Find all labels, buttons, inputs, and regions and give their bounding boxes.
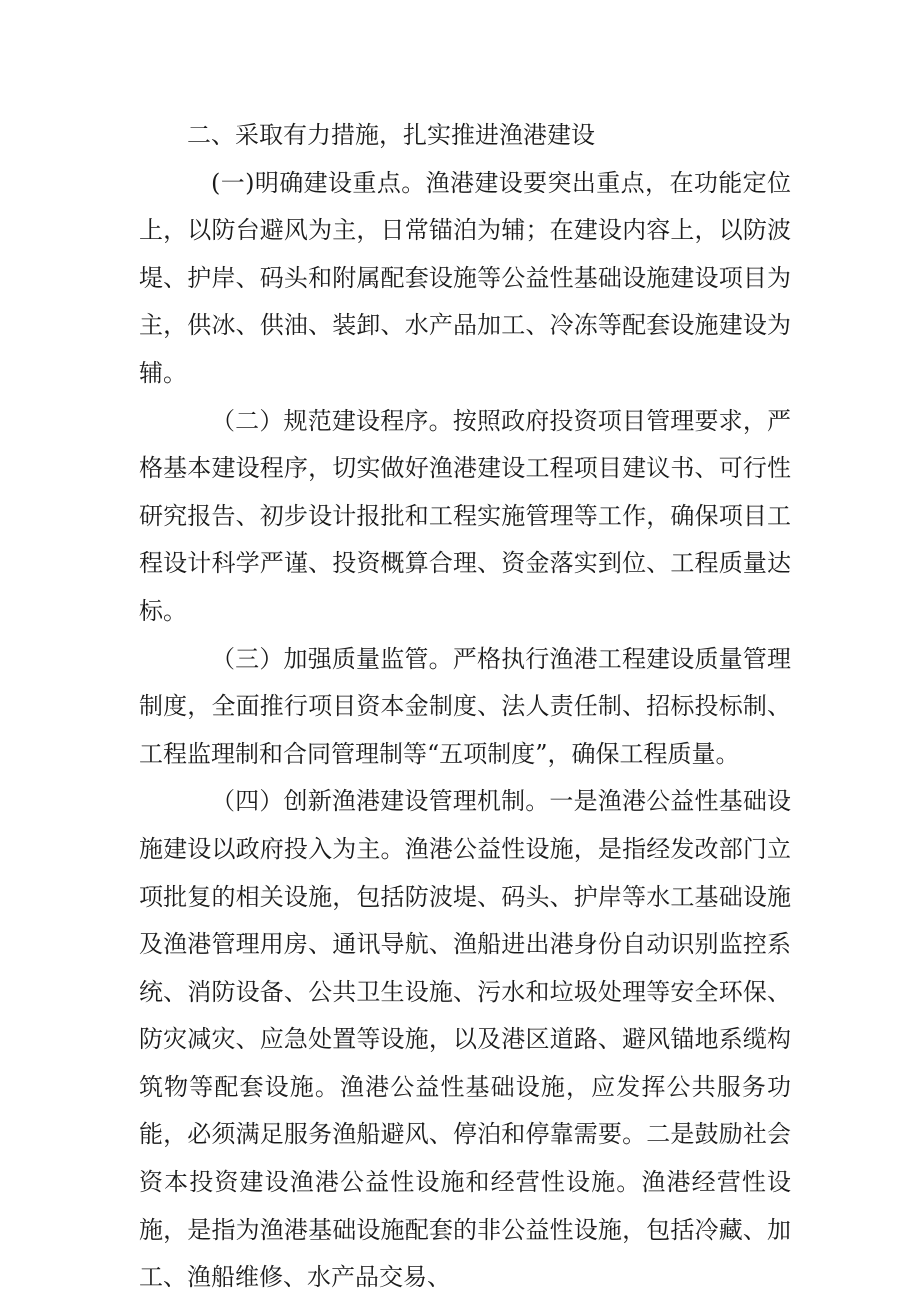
paragraph-4: （四）创新渔港建设管理机制。一是渔港公益性基础设施建设以政府投入为主。渔港公益性设施，是指经发改部门立项批复的相关设施，包括防波堤、码头、护岸等水工基础设施及渔港管理用房、通讯导航、渔船进出港身份自动识别监控系统、消防设备、公共卫生设施、污水和垃圾处理等安全环保、防灾减灾、应急处置等设施，以及港区道路、避风锚地系缆构筑物等配套设施。渔港公益性基础设施，应发挥公共服务功能，必须满足服务渔船避风、停泊和停靠需要。二是鼓励社会资本投资建设渔港公益性设施和经营性设施。渔港经营性设施，是指为渔港基础设施配套的非公益性设施，包括冷藏、加工、渔船维修、水产品交易、 [139, 787, 791, 1292]
section-heading: 二、采取有力措施，扎实推进渔港建设 [187, 121, 595, 149]
paragraph-1: (一)明确建设重点。渔港建设要突出重点，在功能定位上，以防台避风为主，日常锚泊为辅；在建设内容上，以防波堤、护岸、码头和附属配套设施等公益性基础设施建设项目为主，供冰、供油、装卸、水产品加工、冷冻等配套设施建设为辅。 [139, 168, 791, 387]
paragraph-2: （二）规范建设程序。按照政府投资项目管理要求，严格基本建设程序，切实做好渔港建设工程项目建议书、可行性研究报告、初步设计报批和工程实施管理等工作，确保项目工程设计科学严谨、投资概算合理、资金落实到位、工程质量达标。 [139, 406, 791, 625]
paragraph-3: （三）加强质量监管。严格执行渔港工程建设质量管理制度，全面推行项目资本金制度、法人责任制、招标投标制、工程监理制和合同管理制等“五项制度”，确保工程质量。 [139, 644, 791, 768]
document-body [139, 112, 791, 1302]
